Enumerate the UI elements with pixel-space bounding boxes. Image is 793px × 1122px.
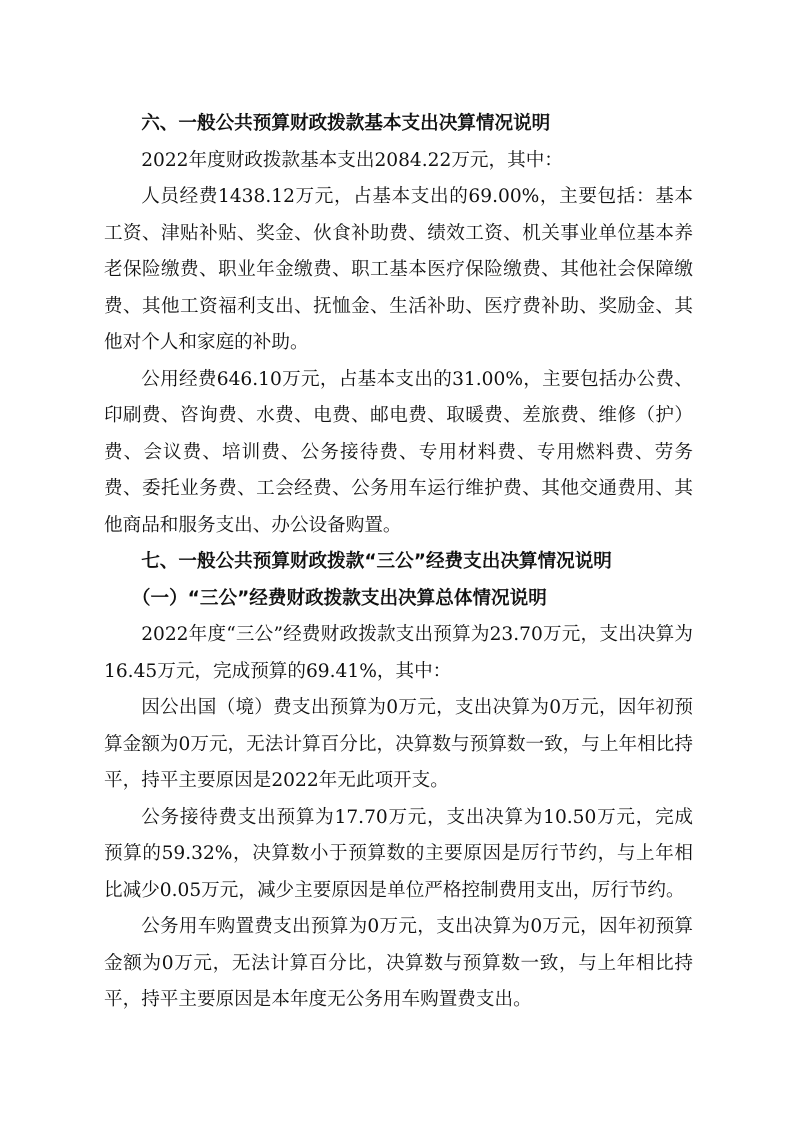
paragraph-basic-total: 2022年度财政拨款基本支出2084.22万元，其中： [141,149,563,171]
paragraph-vehicle-purchase: 公务用车购置费支出预算为0万元，支出决算为0万元，因年初预算金额为0万元，无法计算百分比，决算数与预算数一致，与上年相比持平，持平主要原因是本年度无公务用车购置费支出。 [104,916,693,1010]
paragraph-personnel-expenses: 人员经费1438.12万元，占基本支出的69.00%，主要包括：基本工资、津贴补贴、奖金、伙食补助费、绩效工资、机关事业单位基本养老保险缴费、职业年金缴费、职工基本医疗保险缴费、其他社会保障缴费、其他工资福利支出、抚恤金、生活补助、医疗费补助、奖励金、其他对个人和家庭的补助。 [104,186,693,353]
section-heading-three-public: 七、一般公共预算财政拨款“三公”经费支出决算情况说明 [141,551,612,572]
section-heading-basic-expenditure: 六、一般公共预算财政拨款基本支出决算情况说明 [141,113,551,134]
paragraph-public-expenses: 公用经费646.10万元，占基本支出的31.00%，主要包括办公费、印刷费、咨询费、水费、电费、邮电费、取暖费、差旅费、维修（护）费、会议费、培训费、公务接待费、专用材料费、专用燃料费、劳务费、委托业务费、工会经费、公务用车运行维护费、其他交通费用、其他商品和服务支出、办公设备购置。 [104,368,693,536]
paragraph-reception: 公务接待费支出预算为17.70万元，支出决算为10.50万元，完成预算的59.32%，决算数小于预算数的主要原因是厉行节约，与上年相比减少0.05万元，减少主要原因是单位严格控制费用支出，厉行节约。 [104,806,693,901]
paragraph-overseas-travel: 因公出国（境）费支出预算为0万元，支出决算为0万元，因年初预算金额为0万元，无法计算百分比，决算数与预算数一致，与上年相比持平，持平主要原因是2022年无此项开支。 [104,697,693,791]
paragraph-three-public-total: 2022年度“三公”经费财政拨款支出预算为23.70万元，支出决算为16.45万元，完成预算的69.41%，其中： [104,624,693,682]
subsection-heading-overall: （一）“三公”经费财政拨款支出决算总体情况说明 [131,587,547,609]
